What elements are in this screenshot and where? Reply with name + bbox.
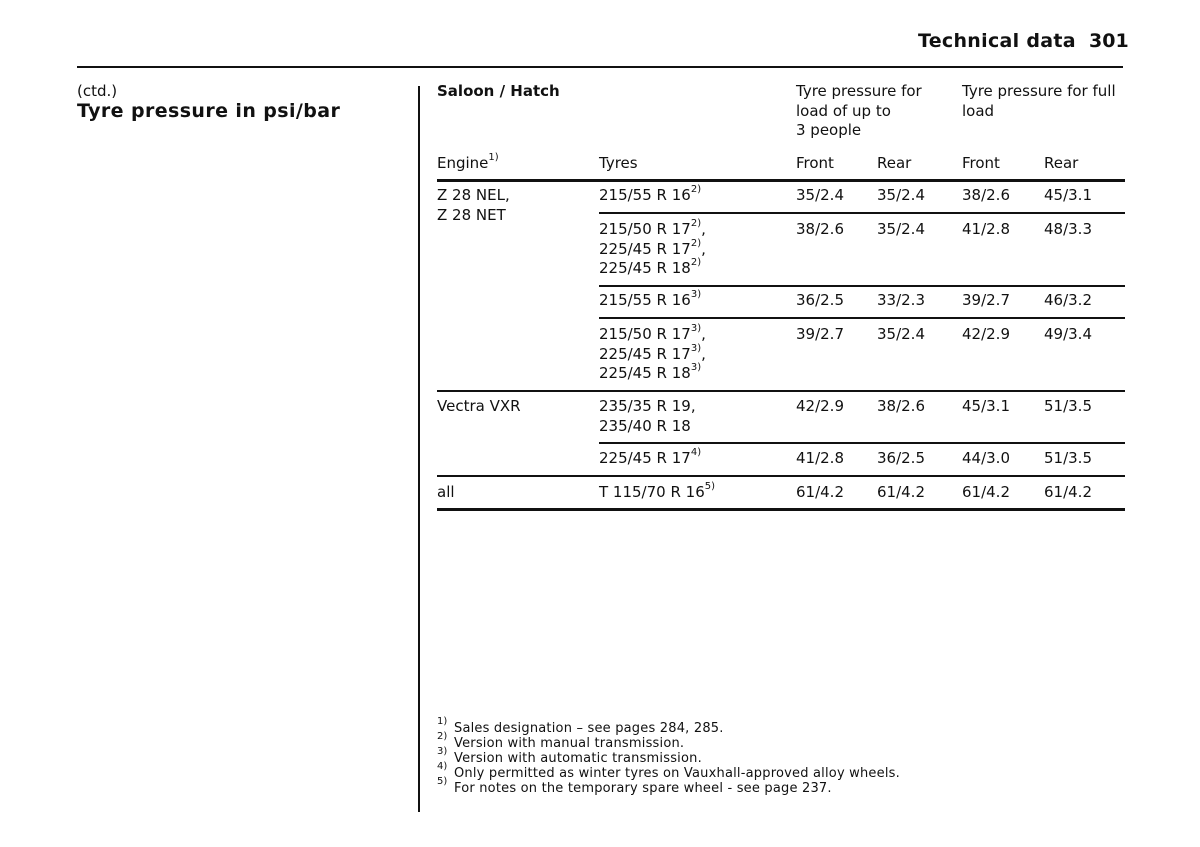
rear-full-cell: 45/3.1	[1044, 186, 1092, 204]
page-number: 301	[1089, 30, 1129, 52]
group-header-full-load-line: Tyre pressure for full	[962, 82, 1116, 100]
tyre-size: 225/45 R 17$^{4)}$	[599, 447, 702, 467]
header-rule	[77, 66, 1123, 68]
section-title: Tyre pressure in psi/bar	[77, 100, 341, 122]
group-header-load-3-line: Tyre pressure for	[796, 82, 922, 100]
header-underline	[437, 179, 1125, 182]
footnote-mark: 5)	[437, 776, 448, 787]
column-header-rear-full: Rear	[1044, 154, 1079, 172]
footnote-ref: 4)	[690, 447, 702, 458]
row-divider	[599, 212, 1125, 214]
rear-cell: 33/2.3	[877, 291, 925, 309]
footnote-mark: 1)	[437, 716, 448, 727]
column-header-front-full: Front	[962, 154, 1000, 172]
front-full-cell: 38/2.6	[962, 186, 1010, 204]
footnote-ref: 5)	[704, 481, 716, 492]
group-divider	[437, 475, 1125, 477]
footnote-ref: 2)	[690, 237, 702, 249]
front-cell: 39/2.7	[796, 325, 844, 343]
footnote-text: Only permitted as winter tyres on Vauxhall-approved alloy wheels.	[454, 766, 900, 781]
rear-cell: 36/2.5	[877, 449, 925, 467]
footnote-ref: 2)	[690, 257, 702, 268]
group-header-load-3-line: 3 people	[796, 121, 862, 139]
tyre-size: 225/45 R 18$^{3)}$	[599, 362, 702, 382]
tyre-size: 215/50 R 17$^{3)}$,	[599, 323, 706, 343]
rear-full-cell: 51/3.5	[1044, 397, 1092, 415]
footnote-text: For notes on the temporary spare wheel - see page 237.	[454, 781, 832, 796]
group-divider	[437, 390, 1125, 392]
tyre-size: T 115/70 R 16$^{5)}$	[599, 481, 716, 501]
tyres-cell	[599, 483, 715, 503]
tyre-size: 225/45 R 18$^{2)}$	[599, 257, 702, 277]
engine-line: all	[437, 483, 455, 501]
front-cell: 61/4.2	[796, 483, 844, 501]
tyre-size: 215/55 R 16$^{2)}$	[599, 184, 702, 204]
column-header-rear: Rear	[877, 154, 912, 172]
tyres-cell	[599, 291, 701, 311]
front-cell: 42/2.9	[796, 397, 844, 415]
engine-line: Vectra VXR	[437, 397, 521, 415]
rear-full-cell: 49/3.4	[1044, 325, 1092, 343]
group-header-load-3-line: load of up to	[796, 101, 891, 120]
front-full-cell: 45/3.1	[962, 397, 1010, 415]
footnote-text: Version with automatic transmission.	[454, 751, 702, 766]
footnote-ref: 1)	[488, 152, 499, 163]
rear-full-cell: 51/3.5	[1044, 449, 1092, 467]
rear-cell: 61/4.2	[877, 483, 925, 501]
rear-full-cell: 48/3.3	[1044, 220, 1092, 238]
front-full-cell: 41/2.8	[962, 220, 1010, 238]
front-full-cell: 61/4.2	[962, 483, 1010, 501]
footnote-text: Sales designation – see pages 284, 285.	[454, 721, 724, 736]
footnote-mark: 4)	[437, 761, 448, 772]
column-header-tyres: Tyres	[599, 154, 638, 172]
column-divider	[418, 86, 420, 812]
tyre-size: 235/35 R 19,	[599, 397, 696, 415]
front-cell: 38/2.6	[796, 220, 844, 238]
table-caption: Saloon / Hatch	[437, 82, 560, 100]
tyres-cell	[599, 397, 696, 436]
engine-line: Z 28 NET	[437, 205, 506, 224]
footnote-ref: 3)	[690, 323, 702, 334]
front-cell: 36/2.5	[796, 291, 844, 309]
engine-line: Z 28 NEL,	[437, 186, 510, 204]
rear-cell: 35/2.4	[877, 220, 925, 238]
engine-cell	[437, 186, 510, 225]
engine-cell	[437, 483, 455, 503]
table-bottom-rule	[437, 508, 1125, 511]
tyres-cell	[599, 449, 701, 469]
tyre-size: 225/45 R 17$^{2)}$,	[599, 237, 706, 258]
front-cell: 35/2.4	[796, 186, 844, 204]
footnote-mark: 3)	[437, 746, 448, 757]
tyre-size: 215/55 R 16$^{3)}$	[599, 289, 702, 309]
rear-cell: 38/2.6	[877, 397, 925, 415]
front-cell: 41/2.8	[796, 449, 844, 467]
footnote-ref: 3)	[690, 342, 702, 354]
column-header-front: Front	[796, 154, 834, 172]
footnote-text: Version with manual transmission.	[454, 736, 685, 751]
front-full-cell: 42/2.9	[962, 325, 1010, 343]
rear-full-cell: 46/3.2	[1044, 291, 1092, 309]
footnote-ref: 2)	[690, 218, 702, 229]
front-full-cell: 39/2.7	[962, 291, 1010, 309]
rear-cell: 35/2.4	[877, 186, 925, 204]
tyres-cell	[599, 220, 706, 279]
continued-label: (ctd.)	[77, 82, 118, 100]
column-header-engine-label: Engine	[437, 154, 489, 172]
row-divider	[599, 285, 1125, 287]
footnote-ref: 2)	[690, 184, 702, 195]
tyres-cell	[599, 325, 706, 384]
tyres-cell	[599, 186, 701, 206]
footnote-mark: 2)	[437, 731, 448, 742]
row-divider	[599, 442, 1125, 444]
front-full-cell: 44/3.0	[962, 449, 1010, 467]
footnote-ref: 3)	[690, 289, 702, 300]
group-header-full-load	[962, 82, 1116, 121]
row-divider	[599, 317, 1125, 319]
engine-cell	[437, 397, 521, 417]
tyre-size: 215/50 R 17$^{2)}$,	[599, 218, 706, 238]
group-header-full-load-line: load	[962, 101, 995, 120]
page-header-title: Technical data	[918, 30, 1076, 52]
tyre-size: 235/40 R 18	[599, 416, 691, 435]
rear-full-cell: 61/4.2	[1044, 483, 1092, 501]
footnote-ref: 3)	[690, 362, 702, 373]
column-header-engine	[437, 154, 499, 174]
tyre-size: 225/45 R 17$^{3)}$,	[599, 342, 706, 363]
group-header-load-3	[796, 82, 922, 141]
rear-cell: 35/2.4	[877, 325, 925, 343]
